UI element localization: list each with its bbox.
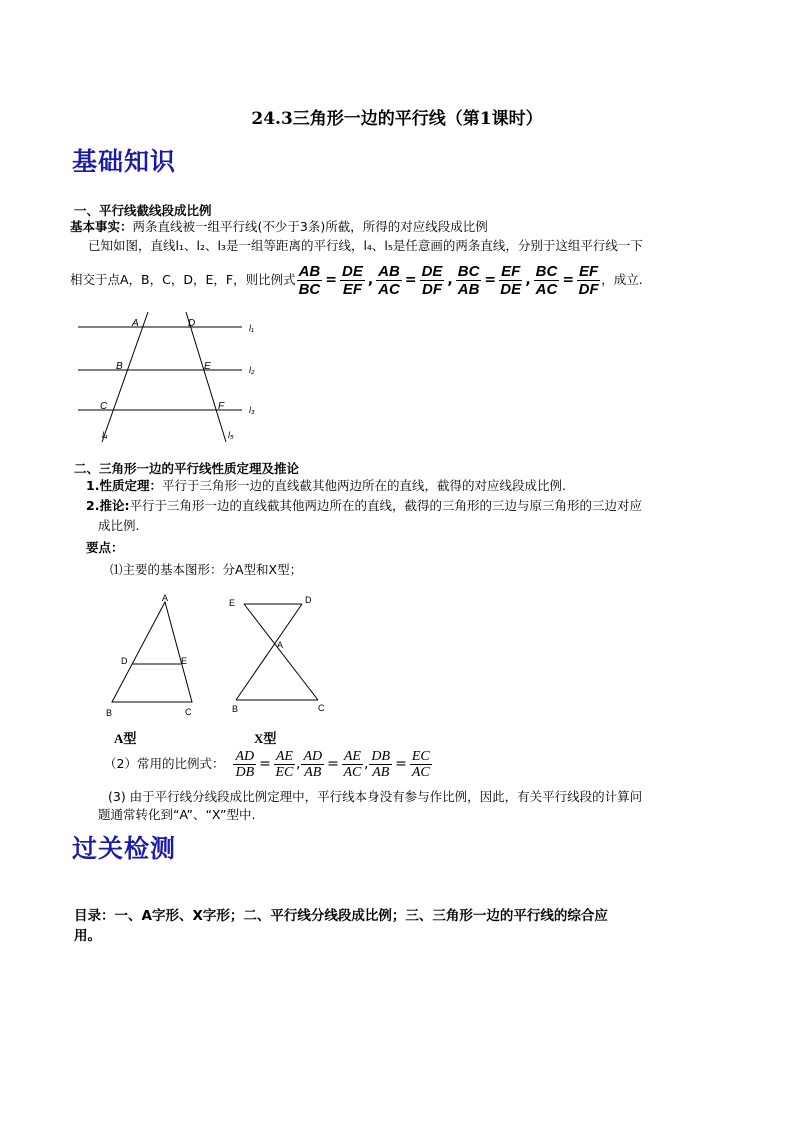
label-D: D: [305, 595, 312, 605]
comma: ,: [367, 272, 374, 288]
line-l5: [186, 312, 226, 442]
ratio-fraction: $\frac{BC}{AC}$: [535, 262, 558, 298]
label-l5: l₅: [228, 430, 234, 440]
equals-sign: =: [404, 272, 417, 288]
triangle-ABC: [112, 602, 192, 702]
label-D: D: [121, 656, 128, 666]
known-line-2-end: ，成立.: [601, 272, 643, 287]
section-heading-check: 过关检测: [72, 834, 177, 863]
toc-line-1: 目录：一、A字形、X字形；二、平行线分线段成比例；三、三角形一边的平行线的综合应: [74, 908, 608, 924]
ratio-fraction: $\frac{AD}{DB}$: [235, 748, 255, 780]
corollary-line-2: 成比例.: [98, 518, 140, 533]
label-l3: l₃: [249, 405, 255, 415]
ratio-fraction: $\frac{BC}{AB}$: [457, 262, 480, 298]
parallel-lines-figure: [70, 310, 270, 450]
ratio-fraction: $\frac{AB}{BC}$: [298, 262, 321, 298]
label-D: D: [188, 318, 196, 329]
label-l4: l₄: [102, 430, 108, 440]
property-theorem: [86, 477, 566, 495]
ratio-fraction: $\frac{DB}{AB}$: [371, 748, 391, 780]
corollary-label: 2.推论:: [86, 498, 130, 513]
ratio-fraction: $\frac{AE}{EC}$: [275, 748, 294, 780]
label-C: C: [100, 401, 108, 412]
key-point-3-line-1: (3) 由于平行线分线段成比例定理中，平行线本身没有参与作比例，因此，有关平行线段的计算问: [108, 789, 643, 804]
part2-heading: 二、三角形一边的平行线性质定理及推论: [74, 461, 300, 476]
property-theorem-text: 平行于三角形一边的直线截其他两边所在的直线，截得的对应线段成比例.: [161, 478, 566, 493]
label-C: C: [185, 707, 192, 717]
ratio-fraction: $\frac{EF}{DE}$: [500, 262, 522, 298]
label-A: A: [277, 640, 284, 650]
known-line-1: 已知如图，直线l₁、l₂、l₃是一组等距离的平行线，l₄、l₅是任意画的两条直线，分别于这组平行线一下: [88, 238, 643, 253]
section-heading-basics: 基础知识: [72, 147, 177, 176]
common-ratios: [104, 744, 433, 784]
key-points-label: 要点：: [86, 540, 124, 555]
segment-EC: [244, 604, 318, 700]
ratio-fraction: $\frac{AD}{AB}$: [303, 748, 323, 780]
label-l1: l₁: [249, 323, 254, 333]
part1-heading: 一、平行线截线段成比例: [74, 203, 212, 218]
label-F: F: [218, 401, 225, 412]
ratio-fraction: $\frac{AB}{AC}$: [378, 262, 400, 298]
corollary-text: 平行于三角形一边的直线截其他两边所在的直线，截得的三角形的三边与原三角形的三边对应: [129, 498, 642, 513]
ratio-fraction: $\frac{DE}{EF}$: [341, 262, 363, 298]
common-ratios-label: （2）常用的比例式：: [104, 756, 225, 771]
equals-sign: =: [562, 272, 575, 288]
equals-sign: =: [325, 272, 337, 288]
comma: ,: [447, 272, 453, 288]
comma: ,: [525, 272, 531, 288]
known-line-2: [70, 260, 643, 300]
corollary: [86, 497, 642, 515]
ratio-fraction: $\frac{AE}{AC}$: [343, 748, 362, 780]
label-l2: l₂: [249, 365, 255, 375]
page-title: 24.3三角形一边的平行线（第1课时）: [251, 109, 543, 129]
equals-sign: =: [395, 756, 407, 772]
comma: ,: [295, 756, 301, 772]
equals-sign: =: [259, 756, 271, 772]
key-point-1: ⑴主要的基本图形：分A型和X型；: [110, 562, 303, 577]
label-E: E: [229, 598, 236, 608]
basic-fact-text: 两条直线被一组平行线(不少于3条)所截，所得的对应线段成比例: [132, 219, 488, 234]
a-type-figure: [100, 592, 200, 722]
segment-DB: [236, 604, 302, 700]
known-line-2-start: 相交于点A，B，C，D，E，F，则比例式: [70, 272, 296, 287]
label-B: B: [232, 704, 239, 714]
basic-fact-label: 基本事实：: [70, 219, 133, 234]
key-point-3-line-2: 题通常转化到“A”、“X”型中.: [98, 807, 256, 822]
label-A: A: [132, 318, 139, 329]
label-E: E: [204, 361, 211, 372]
x-type-figure: [226, 592, 336, 722]
comma: ,: [363, 756, 369, 772]
a-type-caption: A型: [114, 731, 137, 746]
label-C: C: [318, 703, 325, 713]
toc-line-2: 用。: [74, 928, 101, 944]
label-B: B: [106, 708, 113, 718]
basic-fact: [70, 218, 488, 236]
ratio-fraction: $\frac{EF}{DF}$: [578, 262, 599, 298]
label-E: E: [181, 656, 188, 666]
equals-sign: =: [327, 756, 339, 772]
label-B: B: [116, 361, 123, 372]
x-type-caption: X型: [254, 731, 277, 746]
line-l4: [102, 312, 148, 442]
ratio-fraction: $\frac{DE}{DF}$: [421, 262, 443, 298]
ratio-fraction: $\frac{EC}{AC}$: [411, 748, 430, 780]
equals-sign: =: [484, 272, 497, 288]
property-theorem-label: 1.性质定理：: [86, 478, 162, 493]
label-A: A: [162, 593, 169, 603]
